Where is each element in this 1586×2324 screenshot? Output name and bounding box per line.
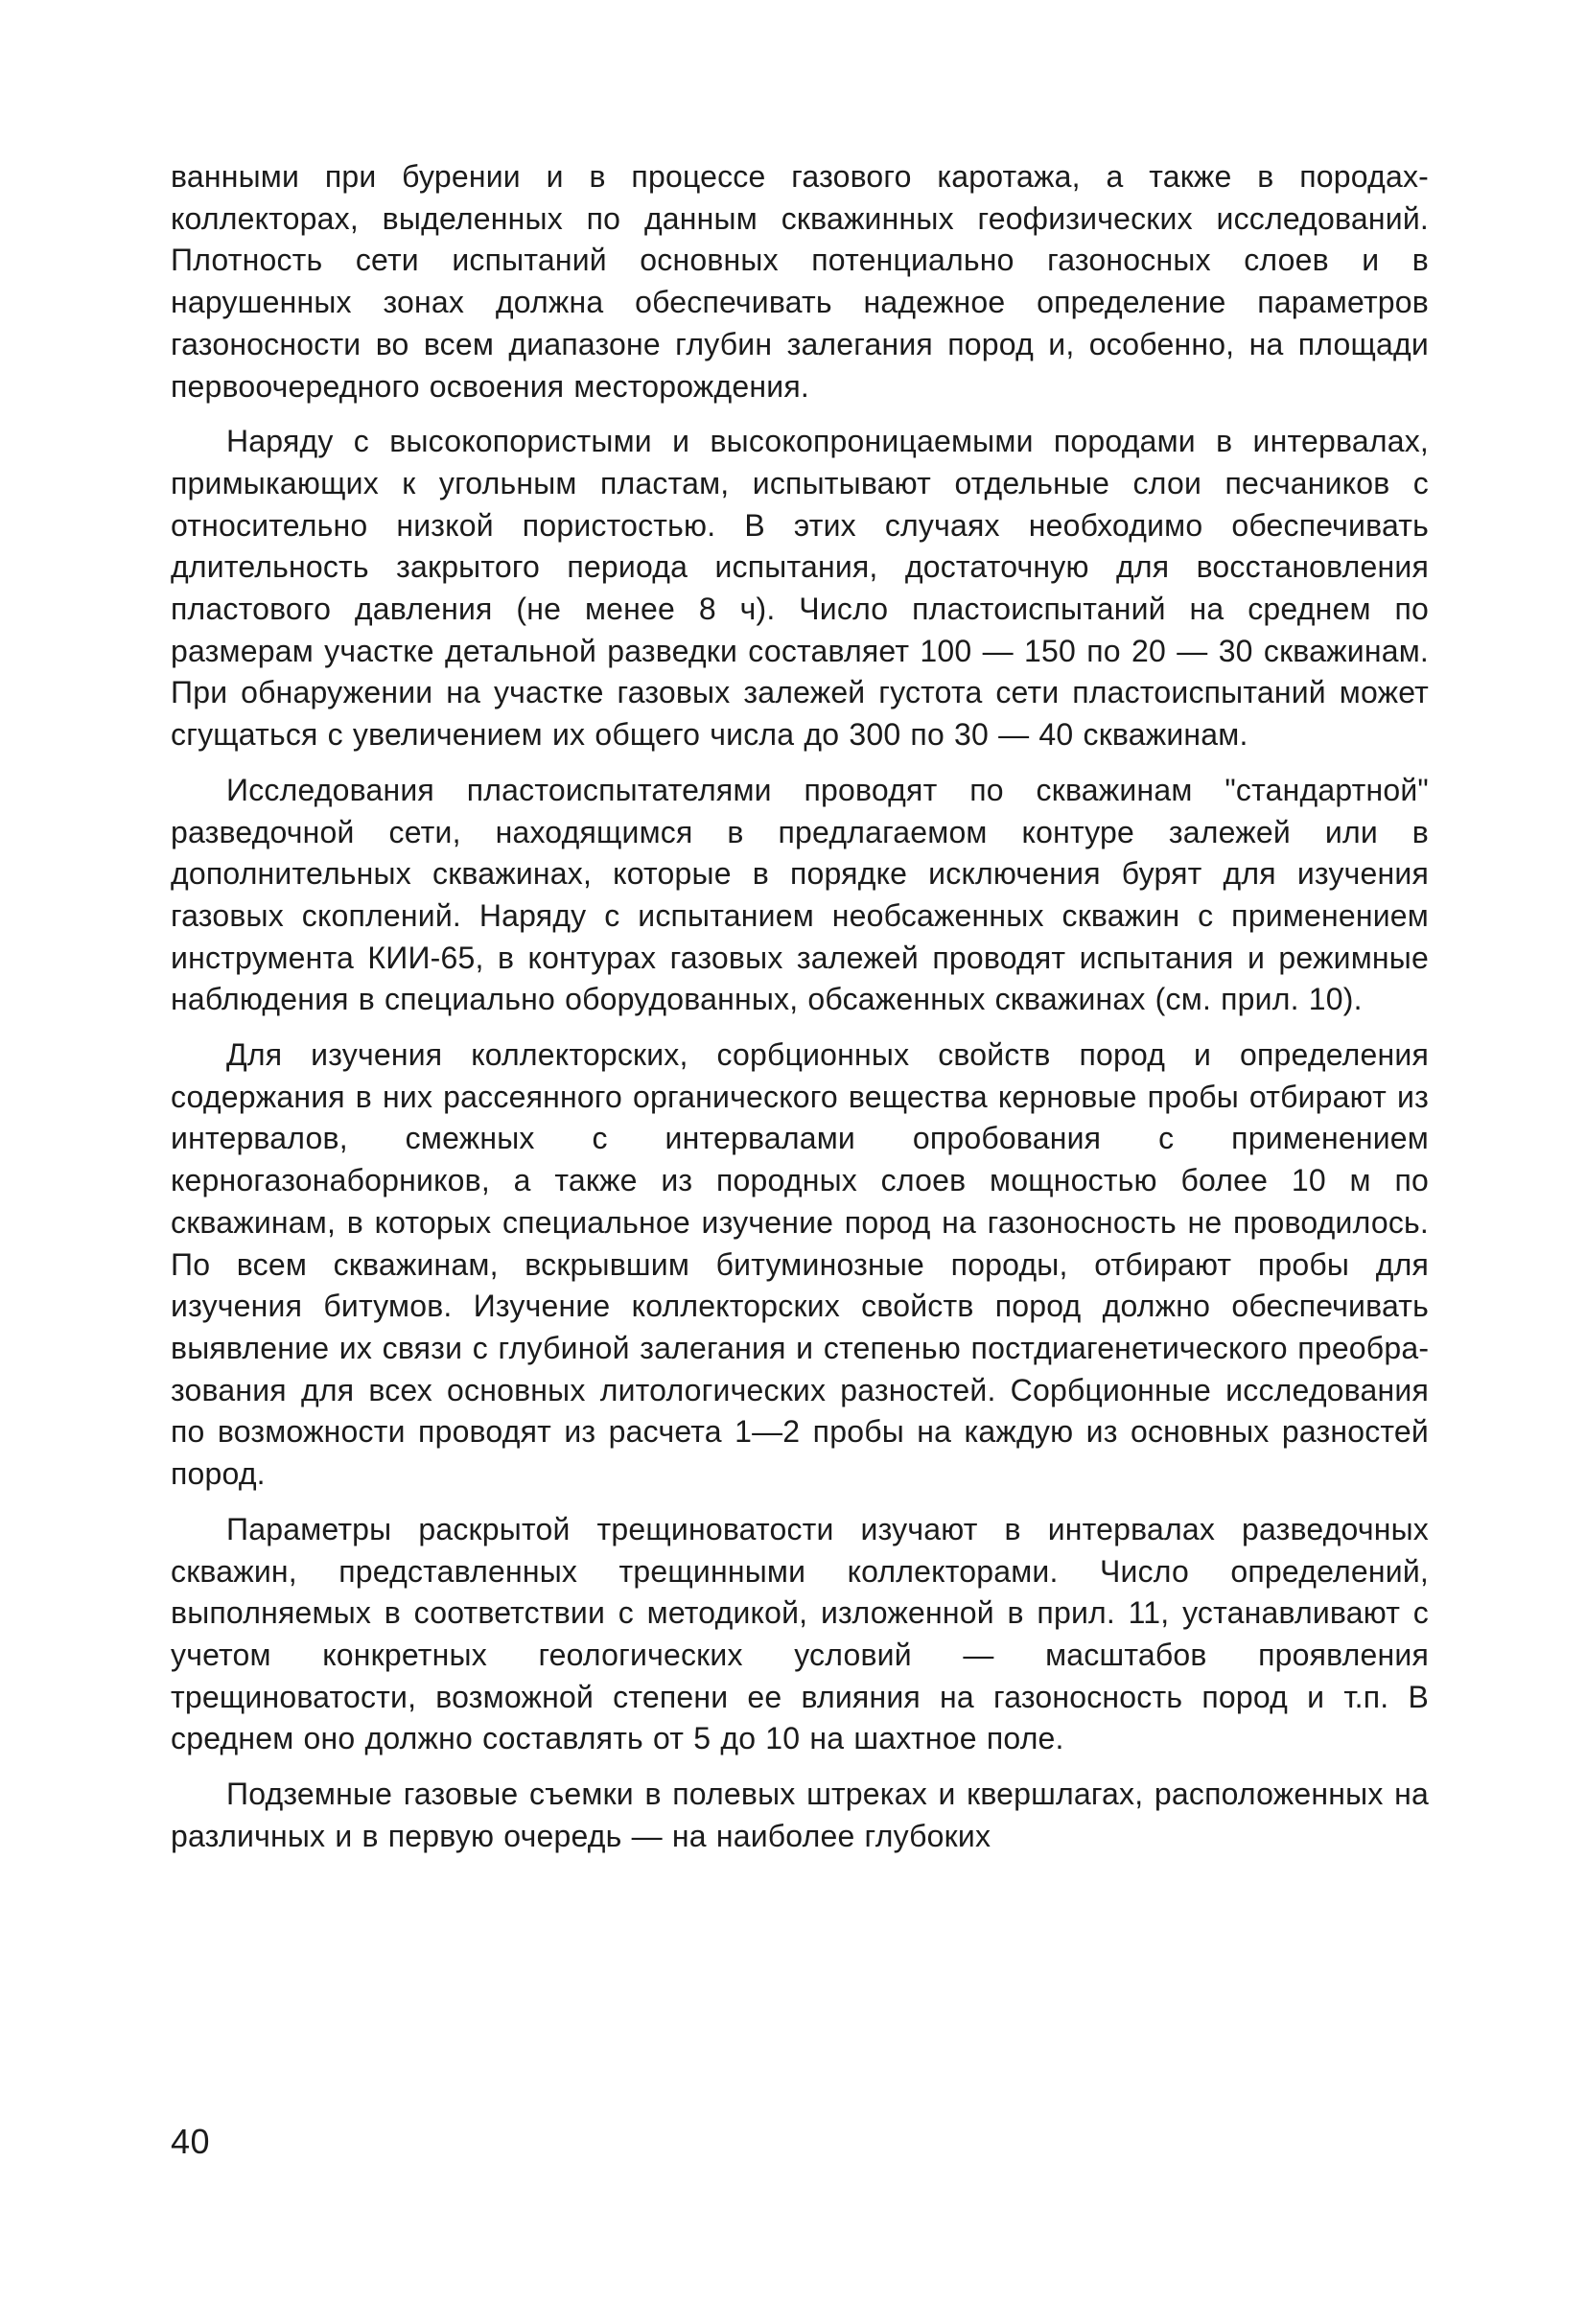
- paragraph-5: Параметры раскрытой трещиноватости изучают в интервалах разведочных скважин, представленных трещинными коллекторами. Число определений, выполняемых в соответствии с методикой, изложенной в прил. 11, устанавливают с учетом конкретных геологических условий — масштабов проявления трещиноватости, возможной степени ее влияния на газоносность пород и т.п. В среднем оно должно составлять от 5 до 10 на шахтное поле.: [171, 1511, 1429, 1756]
- paragraph-2: Наряду с высокопористыми и высокопроницаемыми породами в интервалах, примыкающих к угольным пластам, испытывают отдельные слои песчаников с относительно низкой пористостью. В этих случаях необходимо обеспечивать длительность закрытого периода испытания, достаточную для восстановления пластового давления (не менее 8 ч). Число пластоиспытаний на среднем по размерам участке детальной разведки составляет 100 — 150 по 20 — 30 скважинам. При обнаружении на участке газовых залежей густота сети пластоиспытаний может сгущаться с увеличением их общего числа до 300 по 30 — 40 скважинам.: [171, 424, 1429, 753]
- page-body: [171, 156, 1429, 1871]
- paragraph-3: Исследования пластоиспытателями проводят по скважинам "стандартной" разведочной сети, находящимся в предлагаемом контуре залежей или в дополнительных скважинах, которые в порядке исключения бурят для изучения газовых скоплений. Наряду с испытанием необсаженных скважин с применением инструмента КИИ-65, в контурах газовых залежей проводят испытания и режимные наблюдения в специально оборудованных, обсаженных скважинах (см. прил. 10).: [171, 772, 1429, 1017]
- paragraph-6: Подземные газовые съемки в полевых штреках и квершлагах, расположенных на различных и в первую очередь — на наиболее глубоких: [171, 1777, 1429, 1853]
- page-number: 40: [171, 2122, 211, 2161]
- paragraph-4: Для изучения коллекторских, сорбционных свойств пород и определения содержания в них рассеянного органического вещества керновые пробы отбирают из интервалов, смежных с интервалами опробования с применением керногазонаборников, а также из породных слоев мощностью более 10 м по скважинам, в которых специальное изучение пород на газоносность не проводилось. По всем скважинам, вскрывшим битуминозные породы, отбирают пробы для изучения битумов. Изучение коллекторских свойств пород должно обеспечивать выявление их связи с глубиной залегания и степенью постдиагенетического преобразования для всех основных литологических разностей. Сорбционные исследования по возможности проводят из расчета 1—2 пробы на каждую из основных разностей пород.: [171, 1037, 1429, 1492]
- paragraph-1: ванными при бурении и в процессе газового каротажа, а также в породах-коллекторах, выделенных по данным скважинных геофизических исследований. Плотность сети испытаний основных потенциально газоносных слоев и в нарушенных зонах должна обеспечивать надежное определение параметров газоносности во всем диапазоне глубин залегания пород и, особенно, на площади первоочередного освоения месторождения.: [171, 159, 1429, 404]
